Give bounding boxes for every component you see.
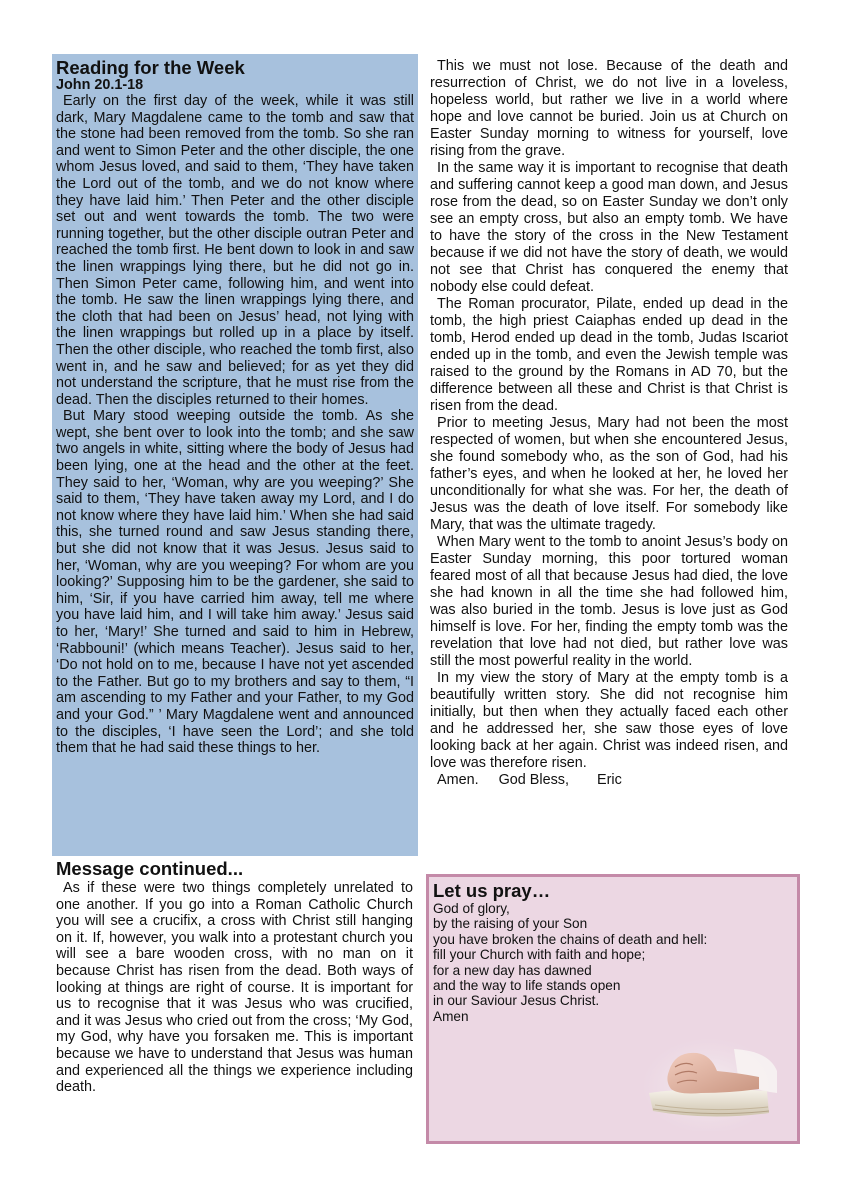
praying-hands-bible-icon [639,1031,779,1131]
reading-title: Reading for the Week [56,57,245,78]
prayer-line: for a new day has dawned [433,962,592,978]
message-paragraph: In my view the story of Mary at the empty tomb is a beautifully written story. She did not recognise him initially, but then when they actually faced each other and he addressed her, she saw those eyes of love looking back at her again. Christ was indeed risen, and love was therefore risen. [430,670,788,771]
message-paragraph: As if these were two things completely unrelated to one another. If you go into a Roman Catholic Church you will see a crucifix, a cross with Christ still hanging on it. If, however, you walk into a protestant church you will see a bare wooden cross, with no man on it because Christ has risen from the dead. Both ways of looking at things are right of course. It is important for us to recognise that it was Jesus who was crucified, and it was Jesus who cried out from the cross; ‘My God, my God, why have you forsaken me. This is important because we have to understand that Jesus was human and experienced all the things we experience including death. [56,880,413,1096]
prayer-line: fill your Church with faith and hope; [433,947,646,963]
signoff-blessing: God Bless, [498,772,569,788]
reading-for-the-week-box [52,54,418,856]
signoff-author: Eric [596,772,622,788]
signoff [430,772,788,789]
prayer-title: Let us pray… [433,880,551,901]
message-continued-section [56,858,413,1096]
message-paragraph: This we must not lose. Because of the death and resurrection of Christ, we do not live in a loveless, hopeless world, but rather we live in a world where hope and love cannot be buried. Join us at Church on Easter Sunday morning to witness for yourself, love rising from the grave. [430,58,788,159]
message-paragraph: The Roman procurator, Pilate, ended up dead in the tomb, the high priest Caiaphas ended up dead in the tomb, Herod ended up dead in the tomb, Judas Iscariot ended up in the tomb, and even the Jewish temple was raised to the ground by the Romans in AD 70, but the difference between all these and Christ is that Christ is risen from the dead. [430,296,788,414]
signoff-amen: Amen. [437,772,479,788]
message-right-column [430,58,788,789]
prayer-line: you have broken the chains of death and hell: [433,931,708,947]
prayer-line: and the way to life stands open [433,978,621,994]
reading-paragraph: Early on the first day of the week, while it was still dark, Mary Magdalene came to the tomb and saw that the stone had been removed from the tomb. So she ran and went to Simon Peter and the other disciple, the one whom Jesus loved, and said to them, ‘They have taken the Lord out of the tomb, and we do not know where they have laid him.’ Then Peter and the other disciple set out and went towards the tomb. The two were running together, but the other disciple outran Peter and reached the tomb first. He bent down to look in and saw the linen wrappings lying there, but he did not go in. Then Simon Peter came, following him, and went into the tomb. He saw the linen wrappings lying there, and the cloth that had been on Jesus’ head, not lying with the linen wrappings but rolled up in a place by itself. Then the other disciple, who reached the tomb first, also went in, and he saw and believed; for as yet they did not understand the scripture, that he must rise from the dead. Then the disciples returned to their homes. [56,93,414,408]
message-paragraph: In the same way it is important to recognise that death and suffering cannot keep a good man down, and Jesus rose from the dead, so on Easter Sunday we don’t only see an empty cross, but also an empty tomb. We have to have the story of the cross in the New Testament because if we did not have the story of death, we would not see that Christ has conquered the enemy that nobody else could defeat. [430,160,788,295]
message-paragraph: Prior to meeting Jesus, Mary had not been the most respected of women, but when she encountered Jesus, she found somebody who, as the son of God, had his father’s eyes, and when he looked at her, he loved her unconditionally for what she was. For her, the death of Jesus was the death of love itself. For somebody like Mary, that was the ultimate tragedy. [430,415,788,533]
reading-paragraph: But Mary stood weeping outside the tomb. As she wept, she bent over to look into the tomb; and she saw two angels in white, sitting where the body of Jesus had been lying, one at the head and the other at the feet. They said to her, ‘Woman, why are you weeping?’ She said to them, ‘They have taken away my Lord, and I do not know where they have laid him.’ When she had said this, she turned round and saw Jesus standing there, but she did not know that it was Jesus. Jesus said to her, ‘Woman, why are you weeping? For whom are you looking?’ Supposing him to be the gardener, she said to him, ‘Sir, if you have carried him away, tell me where you have laid him, and I will take him away.’ Jesus said to her, ‘Mary!’ She turned and said to him in Hebrew, ‘Rabbouni!’ (which means Teacher). Jesus said to her, ‘Do not hold on to me, because I have not yet ascended to the Father. But go to my brothers and say to them, “I am ascending to my Father and your Father, to my God and your God.” ’ Mary Magdalene went and announced to the disciples, ‘I have seen the Lord’; and she told them that he had said these things to her. [56,408,414,757]
prayer-line: in our Saviour Jesus Christ. [433,993,600,1009]
let-us-pray-box [426,874,800,1144]
reading-reference: John 20.1-18 [56,77,144,93]
prayer-line: by the raising of your Son [433,916,588,932]
message-paragraph: When Mary went to the tomb to anoint Jesus’s body on Easter Sunday morning, this poor tortured woman feared most of all that because Jesus had died, the love she had known in all the time she had followed him, was also buried in the tomb. Jesus is love just as God himself is love. For her, finding the empty tomb was the revelation that love had not died, but rather love was still the most powerful reality in the world. [430,534,788,669]
message-continued-title: Message continued... [56,858,244,879]
prayer-line: God of glory, [433,901,510,916]
prayer-line: Amen [433,1008,469,1024]
